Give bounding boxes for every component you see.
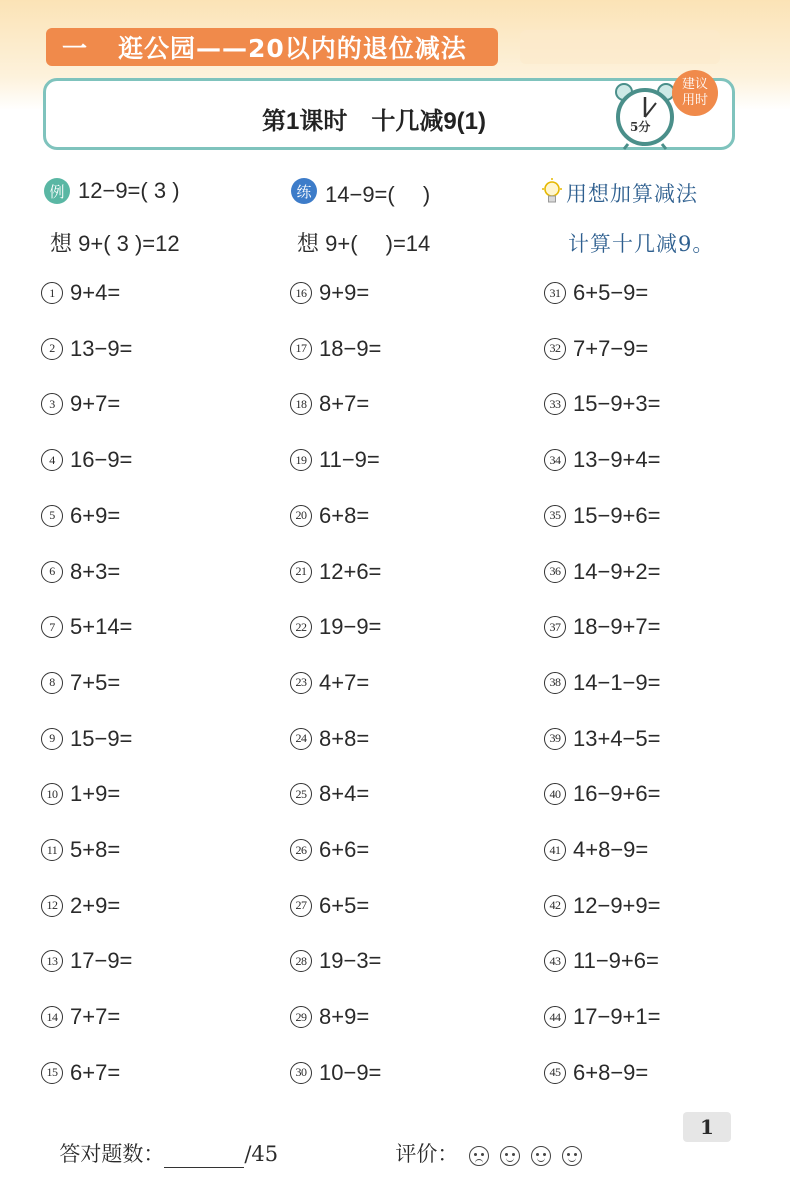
problem-number: 2	[41, 338, 63, 360]
problem-item[interactable]	[544, 1058, 648, 1088]
problem-item[interactable]	[290, 946, 381, 976]
problem-expression: 8+3=	[70, 558, 121, 584]
score-line	[46, 1114, 278, 1168]
problem-number: 9	[41, 728, 63, 750]
problem-item[interactable]	[41, 334, 132, 364]
problem-item[interactable]	[41, 389, 120, 419]
smile-face-icon[interactable]	[531, 1146, 551, 1166]
problem-expression: 16−9+6=	[573, 781, 661, 807]
practice-line1[interactable]: 14−9=( )	[325, 182, 431, 207]
problem-item[interactable]	[41, 501, 120, 531]
problem-number: 37	[544, 616, 566, 638]
problem-item[interactable]	[544, 278, 648, 308]
problem-expression: 8+9=	[319, 1004, 370, 1030]
problem-expression: 7+5=	[70, 669, 121, 695]
problem-number: 40	[544, 783, 566, 805]
example-line2: 想 9+( 3 )=12	[50, 231, 180, 256]
problem-number: 1	[41, 282, 63, 304]
problem-expression: 17−9=	[70, 948, 133, 974]
problem-item[interactable]	[290, 668, 369, 698]
problem-item[interactable]	[544, 334, 648, 364]
problem-number: 28	[290, 950, 312, 972]
problem-expression: 9+4=	[70, 280, 121, 305]
problem-number: 4	[41, 449, 63, 471]
problem-expression: 15−9=	[70, 725, 133, 751]
problem-item[interactable]	[544, 445, 660, 475]
problem-expression: 14−1−9=	[573, 669, 661, 695]
score-label: 答对题数：	[59, 1142, 165, 1166]
neutral-face-icon[interactable]	[500, 1146, 520, 1166]
problem-number: 25	[290, 783, 312, 805]
problem-item[interactable]	[290, 1058, 381, 1088]
problem-number: 17	[290, 338, 312, 360]
problem-number: 30	[290, 1062, 312, 1084]
problem-number: 23	[290, 672, 312, 694]
rating-label: 评价：	[395, 1142, 459, 1166]
problem-item[interactable]	[41, 557, 120, 587]
sad-face-icon[interactable]	[469, 1146, 489, 1166]
problem-expression: 6+5=	[319, 892, 370, 918]
unit-title: 逛公园——20以内的退位减法	[118, 34, 467, 63]
problem-expression: 13−9+4=	[573, 447, 661, 473]
problem-expression: 12−9+9=	[573, 892, 661, 918]
problem-expression: 6+5−9=	[573, 280, 649, 305]
problem-item[interactable]	[544, 835, 648, 865]
score-total: /45	[244, 1142, 279, 1166]
problem-number: 20	[290, 505, 312, 527]
problem-item[interactable]	[41, 835, 120, 865]
problem-number: 29	[290, 1006, 312, 1028]
problem-item[interactable]	[290, 779, 369, 809]
problem-number: 24	[290, 728, 312, 750]
problem-expression: 5+14=	[70, 614, 133, 640]
problem-item[interactable]	[41, 1058, 120, 1088]
problem-number: 5	[41, 505, 63, 527]
lesson-title: 第1课时 十几减9(1)	[261, 108, 487, 135]
problem-number: 21	[290, 561, 312, 583]
problem-item[interactable]	[41, 891, 120, 921]
problem-item[interactable]	[544, 557, 660, 587]
problem-number: 44	[544, 1006, 566, 1028]
happy-face-icon[interactable]	[562, 1146, 582, 1166]
problem-item[interactable]	[544, 724, 660, 754]
problem-item[interactable]	[41, 668, 120, 698]
problem-item[interactable]	[41, 779, 120, 809]
unit-number: 一	[62, 34, 89, 63]
problem-expression: 6+8−9=	[573, 1059, 649, 1085]
problem-expression: 13+4−5=	[573, 725, 661, 751]
problem-expression: 5+8=	[70, 837, 121, 862]
problem-item[interactable]	[290, 501, 369, 531]
time-value: 5分	[630, 120, 651, 134]
problem-item[interactable]	[290, 389, 369, 419]
problem-expression: 6+6=	[319, 837, 370, 862]
problem-number: 3	[41, 393, 63, 415]
problem-item[interactable]	[290, 724, 369, 754]
problem-expression: 12+6=	[319, 558, 382, 584]
problem-item[interactable]	[544, 779, 660, 809]
problem-item[interactable]	[290, 891, 369, 921]
problem-item[interactable]	[290, 445, 380, 475]
problem-item[interactable]	[41, 724, 132, 754]
problem-number: 16	[290, 282, 312, 304]
problem-expression: 18−9=	[319, 335, 382, 361]
problem-number: 43	[544, 950, 566, 972]
problem-number: 7	[41, 616, 63, 638]
problem-expression: 2+9=	[70, 892, 121, 918]
problem-item[interactable]	[290, 334, 381, 364]
problem-number: 35	[544, 505, 566, 527]
time-label-line1: 建议	[681, 77, 708, 92]
problem-expression: 10−9=	[319, 1059, 382, 1085]
problem-expression: 18−9+7=	[573, 614, 661, 640]
problem-expression: 16−9=	[70, 447, 133, 473]
problem-expression: 8+4=	[319, 781, 370, 807]
problem-item[interactable]	[41, 445, 132, 475]
problem-item[interactable]	[544, 891, 660, 921]
problem-expression: 6+9=	[70, 502, 121, 528]
problem-number: 26	[290, 839, 312, 861]
problem-expression: 9+9=	[319, 280, 370, 305]
tip-line2: 计算十几减9。	[568, 232, 715, 256]
lightbulb-icon	[540, 176, 564, 210]
problem-expression: 19−3=	[319, 948, 382, 974]
problem-item[interactable]	[544, 501, 660, 531]
problem-expression: 15−9+6=	[573, 502, 661, 528]
time-label-line2: 用时	[681, 93, 708, 108]
alarm-clock-icon	[612, 80, 678, 150]
problem-item[interactable]	[41, 278, 120, 308]
problem-item[interactable]	[290, 278, 369, 308]
problem-expression: 4+8−9=	[573, 837, 649, 862]
problem-number: 19	[290, 449, 312, 471]
problem-expression: 1+9=	[70, 781, 121, 807]
problem-number: 32	[544, 338, 566, 360]
problem-number: 36	[544, 561, 566, 583]
problem-number: 22	[290, 616, 312, 638]
problem-number: 34	[544, 449, 566, 471]
problem-item[interactable]	[544, 668, 660, 698]
problem-number: 31	[544, 282, 566, 304]
problem-number: 12	[41, 895, 63, 917]
problem-item[interactable]	[290, 612, 381, 642]
problem-expression: 17−9+1=	[573, 1004, 661, 1030]
problem-expression: 6+7=	[70, 1059, 121, 1085]
problem-number: 42	[544, 895, 566, 917]
problem-number: 15	[41, 1062, 63, 1084]
problem-expression: 6+8=	[319, 502, 370, 528]
problem-expression: 8+8=	[319, 725, 370, 751]
unit-banner	[46, 28, 498, 66]
problem-number: 13	[41, 950, 63, 972]
example-line1: 12−9=( 3 )	[78, 178, 180, 203]
problem-expression: 4+7=	[319, 669, 370, 695]
problem-number: 11	[41, 839, 63, 861]
problem-number: 39	[544, 728, 566, 750]
example-badge: 例	[44, 178, 70, 204]
problem-item[interactable]	[41, 946, 132, 976]
problem-number: 45	[544, 1062, 566, 1084]
problem-expression: 15−9+3=	[573, 391, 661, 417]
problem-number: 10	[41, 783, 63, 805]
problem-expression: 14−9+2=	[573, 558, 661, 584]
problem-number: 6	[41, 561, 63, 583]
problem-item[interactable]	[544, 1002, 660, 1032]
page-number: 1	[683, 1112, 731, 1142]
problem-item[interactable]	[41, 612, 132, 642]
banner-decoration	[520, 30, 720, 64]
problem-expression: 8+7=	[319, 391, 370, 417]
problem-item[interactable]	[544, 612, 660, 642]
problem-number: 14	[41, 1006, 63, 1028]
problem-item[interactable]	[41, 1002, 120, 1032]
problem-expression: 13−9=	[70, 335, 133, 361]
problem-expression: 19−9=	[319, 614, 382, 640]
problem-expression: 7+7=	[70, 1004, 121, 1030]
problem-number: 33	[544, 393, 566, 415]
practice-line2[interactable]: 想 9+( )=14	[297, 231, 431, 256]
tip-line1: 用想加算减法	[566, 182, 698, 206]
problem-expression: 11−9+6=	[573, 948, 659, 974]
problem-number: 41	[544, 839, 566, 861]
rating-line	[382, 1114, 582, 1168]
problem-number: 18	[290, 393, 312, 415]
suggested-time-badge	[672, 70, 718, 116]
problem-number: 38	[544, 672, 566, 694]
score-blank[interactable]	[164, 1149, 244, 1168]
problem-expression: 9+7=	[70, 391, 121, 417]
problem-item[interactable]	[290, 835, 369, 865]
problem-number: 27	[290, 895, 312, 917]
problem-expression: 7+7−9=	[573, 335, 649, 361]
problem-item[interactable]	[544, 946, 659, 976]
problem-item[interactable]	[290, 1002, 369, 1032]
problem-number: 8	[41, 672, 63, 694]
practice-badge: 练	[291, 178, 317, 204]
problem-item[interactable]	[290, 557, 381, 587]
problem-item[interactable]	[544, 389, 660, 419]
problem-expression: 11−9=	[319, 447, 380, 473]
